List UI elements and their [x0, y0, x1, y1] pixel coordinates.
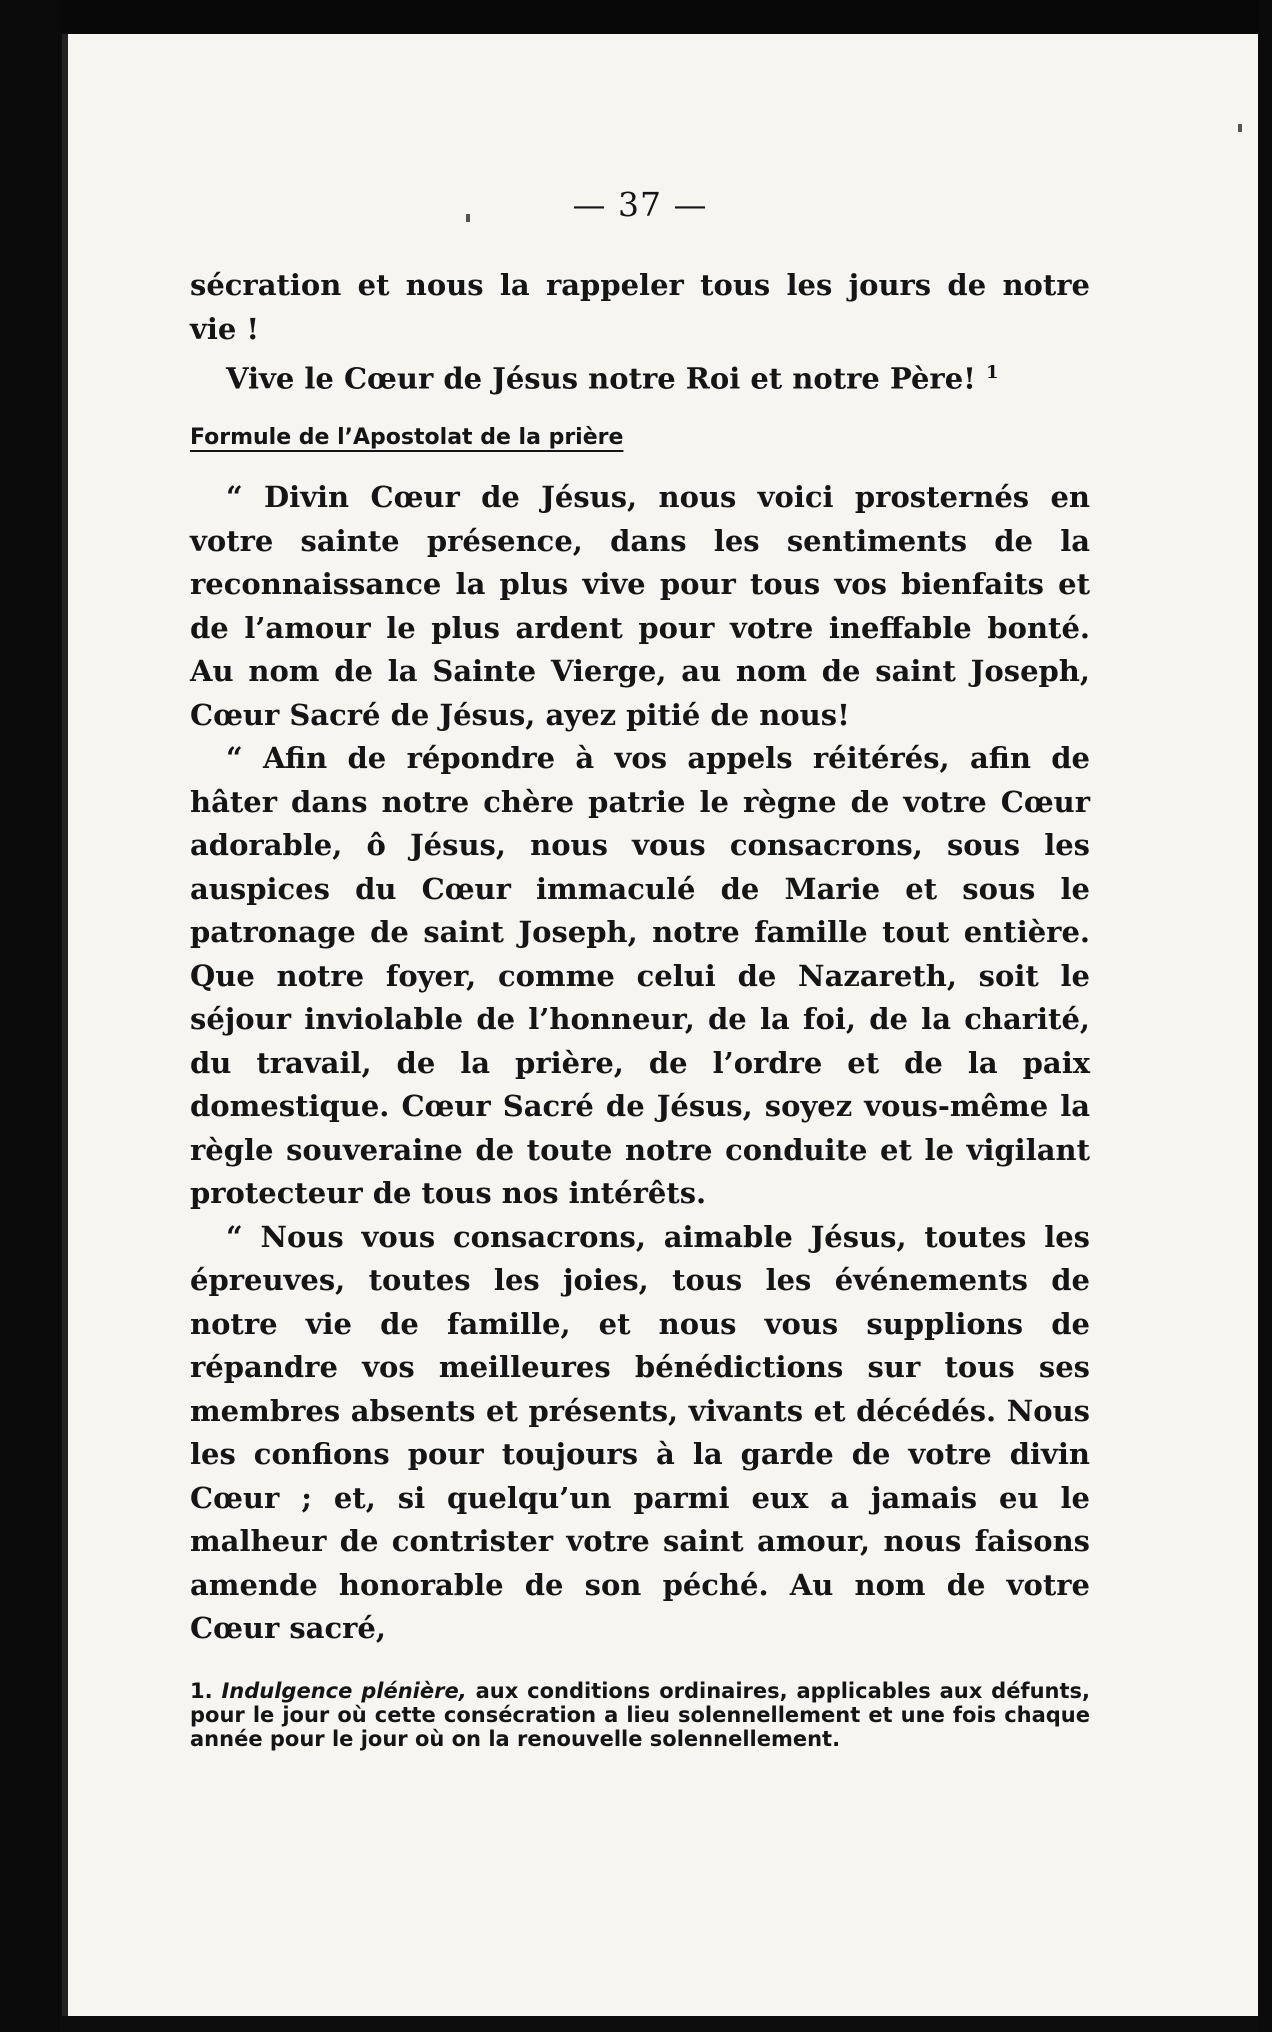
- section-heading: Formule de l’Apostolat de la prière: [190, 425, 624, 451]
- footnote-italic: Indulgence plénière,: [221, 1678, 467, 1703]
- scan-border-left: [0, 0, 60, 2032]
- footnote-reference: 1: [985, 362, 999, 383]
- opening-line: [190, 351, 1090, 401]
- footnote-number: 1.: [190, 1678, 213, 1703]
- paragraph: “ Nous vous consacrons, aimable Jésus, toutes les épreuves, toutes les joies, tous les événements de notre vie de famille, et nous vous supplions de répandre vos meilleures bénédictions sur tous ses membres absents et présents, vivants et décédés. Nous les confions pour toujours à la garde de votre divin Cœur ; et, si quelqu’un parmi eux a jamais eu le malheur de contrister votre saint amour, nous faisons amende honorable de son péché. Au nom de votre Cœur sacré,: [190, 1219, 1090, 1646]
- paragraph: “ Afin de répondre à vos appels réitérés, afin de hâter dans notre chère patrie le règne de votre Cœur adorable, ô Jésus, nous vous consacrons, sous les auspices du Cœur immaculé de Marie et sous le patronage de saint Joseph, notre famille tout entière. Que notre foyer, comme celui de Nazareth, soit le séjour inviolable de l’honneur, de la foi, de la charité, du travail, de la prière, de l’ordre et de la paix domestique. Cœur Sacré de Jésus, soyez vous-même la règle souveraine de toute notre conduite et le vigilant protecteur de tous nos intérêts.: [190, 741, 1090, 1211]
- page-content: [190, 185, 1090, 1751]
- paragraph: “ Divin Cœur de Jésus, nous voici prosternés en votre sainte présence, dans les sentiments de la reconnaissance la plus vive pour tous vos bienfaits et de l’amour le plus ardent pour votre ineffable bonté. Au nom de la Sainte Vierge, au nom de saint Joseph, Cœur Sacré de Jésus, ayez pitié de nous!: [190, 480, 1090, 732]
- opening-line-1: sécration et nous la rappeler tous les jours de notre vie !: [190, 268, 1090, 346]
- opening-line-2: Vive le Cœur de Jésus notre Roi et notre Père!: [226, 361, 986, 396]
- opening-line: [190, 264, 1090, 351]
- scan-border-right: [1258, 0, 1272, 2032]
- footnote: [190, 1679, 1090, 1751]
- scan-border-top: [0, 0, 1272, 34]
- dust-speck: [1238, 124, 1242, 132]
- footnote-text: aux conditions ordinaires, applicables aux défunts, pour le jour où cette consécration a lieu solennellement et une fois chaque année pour le jour où on la renouvelle solennellement.: [190, 1678, 1090, 1751]
- page-number: — 37 —: [572, 185, 708, 224]
